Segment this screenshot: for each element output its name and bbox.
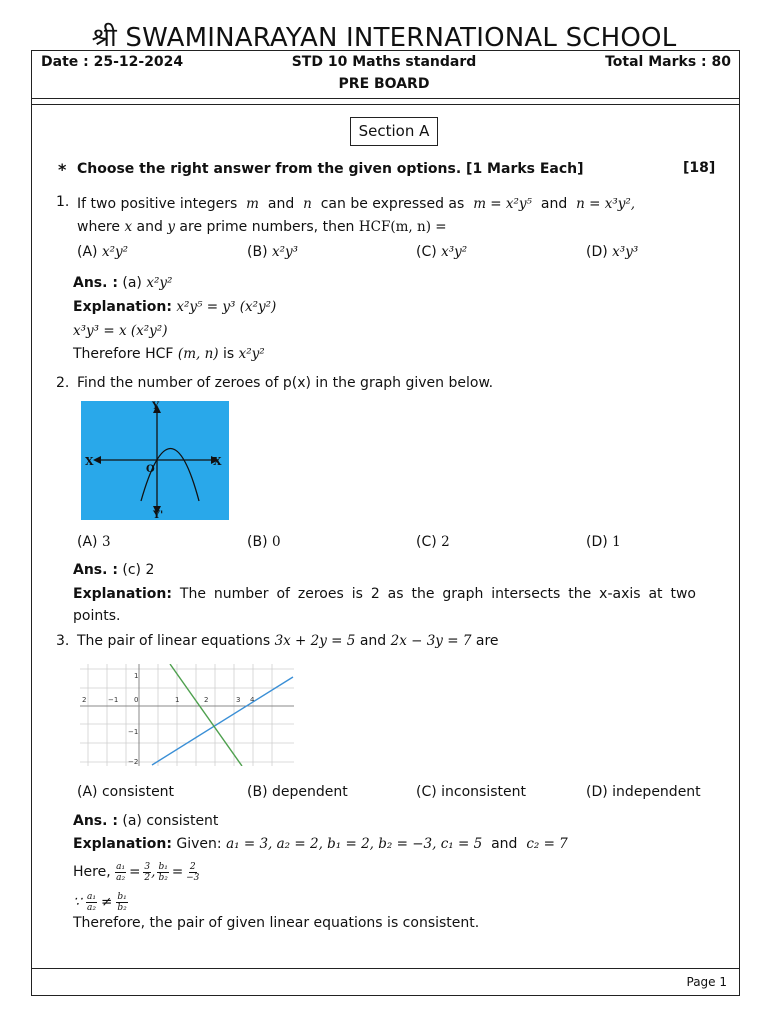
since-icon: ∵ xyxy=(73,894,82,910)
school-name: श्री SWAMINARAYAN INTERNATIONAL SCHOOL xyxy=(91,23,677,53)
header-divider-2 xyxy=(31,104,740,105)
q3-ans-label: Ans. : xyxy=(73,813,118,829)
q3-here: Here, xyxy=(73,864,111,880)
q1-and: and xyxy=(267,196,295,212)
q1-answer xyxy=(73,275,172,291)
q2-option-a[interactable]: (A) 3 xyxy=(77,534,111,550)
q3-comma: , xyxy=(151,864,156,880)
q1-ans-label: Ans. : xyxy=(73,275,118,291)
q1-and3: and xyxy=(136,219,163,235)
q3-ineq-frac-b: b₁ b₂ xyxy=(117,891,127,913)
q3-and: and xyxy=(359,633,387,649)
q1-var-y: y xyxy=(167,219,175,235)
standard: STD 10 Maths standard xyxy=(291,54,477,70)
q2-exp-label: Explanation: xyxy=(73,586,172,602)
q3-inequality xyxy=(73,888,128,916)
q3-frac-b: $\frac{\text{b₁}}{\text{b₂}}$ xyxy=(158,861,168,883)
q3-ans-value: (a) consistent xyxy=(122,813,219,829)
q2-polynomial-graph xyxy=(81,401,229,520)
q3-answer xyxy=(73,813,218,829)
q1-text-line2 xyxy=(77,219,447,235)
q1-option-c[interactable]: (C) x³y² xyxy=(416,244,468,260)
q1-line2-b: are prime numbers, then xyxy=(179,219,355,235)
q2-label-x-neg: X xyxy=(85,455,94,468)
q2-label-origin: O xyxy=(146,464,155,475)
q1-exp-is: is xyxy=(223,346,235,362)
page-number: Page 1 xyxy=(686,975,727,989)
q3-y-tick-0: 1 xyxy=(134,672,139,680)
q3-eq-sign-a: = xyxy=(129,864,141,880)
q2-option-b[interactable]: (B) 0 xyxy=(247,534,281,550)
q3-eq2: 2x − 3y = 7 xyxy=(390,633,472,649)
q3-explanation xyxy=(73,836,568,852)
q2-exp-text: The number of zeroes is 2 as the graph intersects the x-axis at two points. xyxy=(73,586,696,624)
instruction-bullet: * xyxy=(58,160,67,179)
q3-x-tick-1: −1 xyxy=(108,696,119,704)
q3-frac-b-value: $\frac{2}{-3}$ xyxy=(186,861,200,883)
page-border xyxy=(31,50,740,996)
q3-exp-given: Given: xyxy=(176,836,222,852)
q1-exp-label: Explanation: xyxy=(73,299,172,315)
q3-x-tick-2: 0 xyxy=(134,696,139,704)
q3-exp-given-math: a₁ = 3, a₂ = 2, b₁ = 2, b₂ = −3, c₁ = 5 xyxy=(226,836,483,852)
q3-x-tick-4: 2 xyxy=(204,696,209,704)
exam-title: PRE BOARD xyxy=(338,76,430,92)
q3-frac-a-value: $\frac{3}{2}$ xyxy=(144,861,151,883)
q2-ans-value: (c) 2 xyxy=(122,562,155,578)
q1-option-a[interactable]: (A) x²y² xyxy=(77,244,129,260)
q3-conclusion: Therefore, the pair of given linear equations is consistent. xyxy=(73,915,480,931)
q1-number: 1. xyxy=(56,194,70,210)
q3-exp-label: Explanation: xyxy=(73,836,172,852)
q1-exp-mn: (m, n) xyxy=(177,346,219,362)
q1-and2: and xyxy=(540,196,568,212)
q3-ratios xyxy=(73,858,199,886)
q1-option-b[interactable]: (B) x²y³ xyxy=(247,244,299,260)
section-instruction: Choose the right answer from the given options. [1 Marks Each] xyxy=(77,161,584,177)
total-marks: Total Marks : 80 xyxy=(605,54,731,70)
q1-explanation xyxy=(73,299,276,315)
q3-exp-and: and xyxy=(491,836,518,852)
q1-exp-line2: x³y³ = x (x²y²) xyxy=(73,323,168,339)
q2-answer xyxy=(73,562,154,578)
q1-m-expr: m = x²y⁵ xyxy=(473,196,532,212)
q2-option-c[interactable]: (C) 2 xyxy=(416,534,450,550)
q1-ans-value: (a) xyxy=(122,275,142,291)
q3-ineq-frac-a: a₁ a₂ xyxy=(87,891,97,913)
q3-eq-sign-b: = xyxy=(171,864,184,880)
q3-text xyxy=(77,633,499,649)
q3-option-b[interactable]: (B) dependent xyxy=(247,784,348,800)
q1-var-m: m xyxy=(246,196,259,212)
section-marks: [18] xyxy=(683,160,716,176)
q1-text-a: If two positive integers xyxy=(77,196,238,212)
q3-y-tick-1: −1 xyxy=(128,728,139,736)
q1-exp-line3 xyxy=(73,346,265,362)
exam-date: Date : 25-12-2024 xyxy=(41,54,184,70)
q1-text-line1 xyxy=(77,196,696,212)
q3-option-a[interactable]: (A) consistent xyxy=(77,784,175,800)
q2-text: Find the number of zeroes of p(x) in the graph given below. xyxy=(77,375,494,391)
footer-divider xyxy=(31,968,740,969)
q3-x-tick-3: 1 xyxy=(175,696,180,704)
q3-exp-c2: c₂ = 7 xyxy=(526,836,568,852)
q3-number: 3. xyxy=(56,633,70,649)
q3-text-b: are xyxy=(475,633,499,649)
q3-neq-sign: ≠ xyxy=(101,894,113,910)
q3-option-d[interactable]: (D) independent xyxy=(586,784,701,800)
q1-line2-a: where xyxy=(77,219,120,235)
q2-option-d[interactable]: (D) 1 xyxy=(586,534,621,550)
q1-var-x: x xyxy=(124,219,133,235)
q1-text-b: can be expressed as xyxy=(320,196,465,212)
header-divider xyxy=(31,98,740,99)
q1-n-expr: n = x³y², xyxy=(576,196,636,212)
q3-x-tick-5: 3 xyxy=(236,696,241,704)
q2-number: 2. xyxy=(56,375,70,391)
section-label: Section A xyxy=(350,117,438,146)
q1-exp-therefore: Therefore HCF xyxy=(73,346,174,362)
q2-label-y-neg: Y' xyxy=(153,510,164,520)
q3-frac-a: $\frac{\text{a₁}}{\text{a₂}}$ xyxy=(116,861,126,883)
q2-label-x-pos: X xyxy=(213,455,222,468)
q3-text-a: The pair of linear equations xyxy=(77,633,271,649)
q3-option-c[interactable]: (C) inconsistent xyxy=(416,784,526,800)
q2-label-y-pos: Y xyxy=(152,401,160,412)
q1-exp-line1: x²y⁵ = y³ (x²y²) xyxy=(176,299,277,315)
q3-x-tick-0: 2 xyxy=(82,696,87,704)
q1-option-d[interactable]: (D) x³y³ xyxy=(586,244,639,260)
q3-linear-graph xyxy=(80,664,294,766)
q1-exp-result: x²y² xyxy=(238,346,265,362)
q3-y-tick-2: −2 xyxy=(128,758,139,766)
q1-ans-math: x²y² xyxy=(146,275,173,291)
q2-ans-label: Ans. : xyxy=(73,562,118,578)
q1-var-n: n xyxy=(303,196,312,212)
q3-eq1: 3x + 2y = 5 xyxy=(274,633,356,649)
q1-hcf: HCF(m, n) = xyxy=(358,219,447,235)
q3-x-tick-6: 4 xyxy=(250,696,255,704)
q2-explanation xyxy=(73,583,696,627)
